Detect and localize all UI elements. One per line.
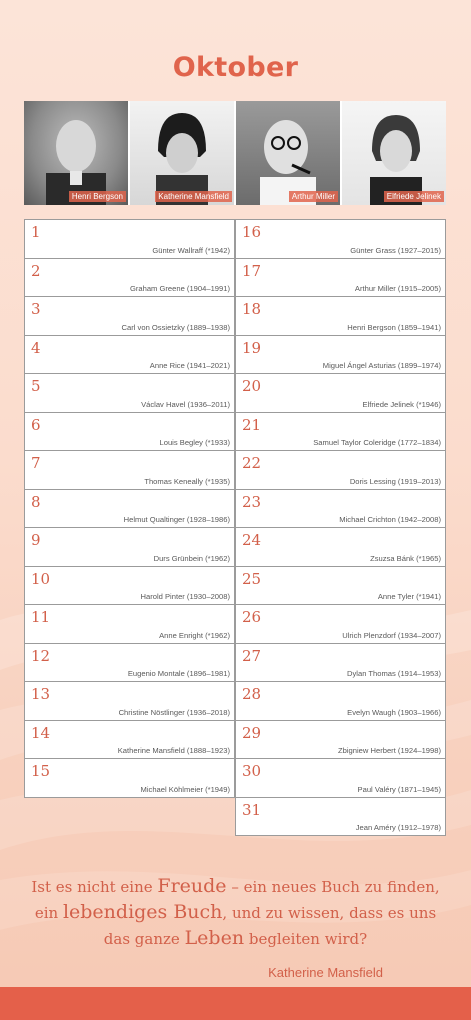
day-cell (235, 604, 446, 644)
portrait-label: Arthur Miller (289, 191, 338, 202)
day-number: 8 (31, 492, 41, 511)
day-cell (235, 296, 446, 336)
day-number: 19 (242, 338, 262, 357)
day-number: 4 (31, 338, 41, 357)
calendar-column-right (235, 219, 446, 836)
day-person: Graham Greene (1904–1991) (129, 284, 230, 293)
day-person: Elfriede Jelinek (*1946) (362, 399, 441, 409)
day-cell (24, 566, 235, 606)
portrait-image (236, 101, 340, 205)
quote-part: , und zu wissen, dass es uns das ganze (103, 904, 437, 948)
day-person: Günter Wallraff (*1942) (152, 245, 230, 255)
day-cell (235, 758, 446, 798)
day-cell (235, 450, 446, 490)
day-number: 21 (242, 415, 262, 434)
day-number: 27 (242, 646, 262, 665)
portrait-elfriede-jelinek (342, 101, 446, 205)
day-number: 16 (242, 223, 262, 241)
day-number: 24 (242, 531, 262, 549)
day-person: Miguel Ángel Asturias (1899–1974) (322, 361, 441, 370)
day-cell (235, 681, 446, 721)
quote-part: begleiten wird? (244, 930, 368, 948)
month-title: Oktober (172, 52, 299, 83)
quote-text (20, 874, 451, 952)
day-cell (24, 335, 235, 375)
day-person: Günter Grass (1927–2015) (350, 245, 441, 255)
quote-emphasis: Freude (157, 875, 227, 897)
day-person: Evelyn Waugh (1903–1966) (347, 707, 441, 717)
day-person: Ulrich Plenzdorf (1934–2007) (342, 630, 441, 640)
day-number: 29 (242, 723, 262, 742)
day-cell (235, 720, 446, 760)
day-person: Katherine Mansfield (1888–1923) (117, 746, 230, 755)
day-number: 20 (242, 377, 262, 395)
day-cell (24, 258, 235, 298)
day-person: Zbigniew Herbert (1924–1998) (338, 746, 441, 755)
day-number: 30 (242, 762, 262, 780)
quote-emphasis: Leben (184, 927, 245, 949)
day-cell (235, 797, 446, 837)
day-cell (24, 681, 235, 721)
day-cell (24, 296, 235, 336)
quote-emphasis: lebendiges Buch (62, 901, 223, 923)
portrait-label: Henri Bergson (69, 191, 126, 202)
day-number: 10 (31, 569, 51, 588)
portrait-henri-bergson (24, 101, 128, 205)
day-person: Helmut Qualtinger (1928–1986) (123, 515, 230, 524)
day-person: Harold Pinter (1930–2008) (140, 592, 230, 601)
day-person: Thomas Keneally (*1935) (144, 476, 230, 486)
portrait-arthur-miller (236, 101, 340, 205)
day-number: 15 (31, 762, 51, 780)
day-person: Zsuzsa Bánk (*1965) (370, 553, 441, 563)
day-cell (235, 489, 446, 529)
day-person: Anne Tyler (*1941) (377, 592, 441, 601)
day-cell (235, 566, 446, 606)
day-person: Dylan Thomas (1914–1953) (347, 669, 441, 678)
day-cell (24, 720, 235, 760)
day-number: 31 (242, 800, 262, 819)
quote-part: – ein neues Buch zu finden, ein (34, 878, 440, 922)
day-cell (24, 604, 235, 644)
day-cell (235, 643, 446, 683)
day-person: Eugenio Montale (1896–1981) (127, 669, 230, 678)
day-person: Carl von Ossietzky (1889–1938) (121, 322, 230, 332)
day-number: 23 (242, 492, 262, 511)
day-cell (24, 219, 235, 259)
day-person: Samuel Taylor Coleridge (1772–1834) (313, 438, 441, 447)
day-person: Henri Bergson (1859–1941) (347, 322, 441, 332)
day-cell (24, 758, 235, 798)
day-number: 9 (31, 531, 41, 549)
day-number: 17 (242, 261, 262, 280)
portrait-strip (24, 101, 446, 205)
calendar-grid (24, 219, 446, 836)
quote-part: Ist es nicht eine (31, 878, 158, 896)
day-cell (235, 527, 446, 567)
day-person: Anne Rice (1941–2021) (149, 361, 230, 370)
portrait-label: Katherine Mansfield (155, 191, 232, 202)
day-number: 6 (31, 415, 41, 434)
day-cell (24, 450, 235, 490)
footer-bar (0, 987, 471, 1020)
day-person: Anne Enright (*1962) (159, 630, 230, 640)
day-cell (235, 335, 446, 375)
day-cell (24, 489, 235, 529)
quote-author: Katherine Mansfield (268, 965, 383, 980)
day-cell (24, 643, 235, 683)
day-number: 3 (31, 300, 41, 318)
day-person: Arthur Miller (1915–2005) (354, 284, 441, 293)
calendar-column-left (24, 219, 235, 836)
day-cell (235, 258, 446, 298)
portrait-label: Elfriede Jelinek (384, 191, 444, 202)
portrait-katherine-mansfield (130, 101, 234, 205)
day-number: 18 (242, 300, 262, 318)
day-person: Doris Lessing (1919–2013) (349, 476, 441, 486)
day-person: Durs Grünbein (*1962) (153, 553, 230, 563)
day-person: Michael Köhlmeier (*1949) (140, 784, 230, 794)
day-number: 22 (242, 454, 262, 472)
day-number: 25 (242, 569, 262, 588)
day-person: Louis Begley (*1933) (159, 438, 230, 447)
portrait-image (24, 101, 128, 205)
day-person: Christine Nöstlinger (1936–2018) (118, 707, 230, 717)
day-number: 12 (31, 646, 51, 665)
portrait-image (130, 101, 234, 205)
day-number: 7 (31, 454, 41, 472)
day-cell (235, 412, 446, 452)
day-cell (24, 373, 235, 413)
day-number: 26 (242, 608, 262, 626)
day-number: 1 (31, 223, 41, 241)
day-cell (235, 219, 446, 259)
day-cell (24, 412, 235, 452)
day-number: 2 (31, 261, 41, 280)
day-number: 11 (31, 608, 51, 626)
portrait-image (342, 101, 446, 205)
day-person: Michael Crichton (1942–2008) (339, 515, 441, 524)
day-person: Paul Valéry (1871–1945) (357, 784, 441, 794)
day-number: 13 (31, 685, 51, 703)
day-cell (24, 527, 235, 567)
day-cell (235, 373, 446, 413)
day-person: Václav Havel (1936–2011) (141, 399, 230, 409)
day-number: 14 (31, 723, 51, 742)
day-number: 5 (31, 377, 41, 395)
day-person: Jean Améry (1912–1978) (355, 823, 441, 832)
day-number: 28 (242, 685, 262, 703)
